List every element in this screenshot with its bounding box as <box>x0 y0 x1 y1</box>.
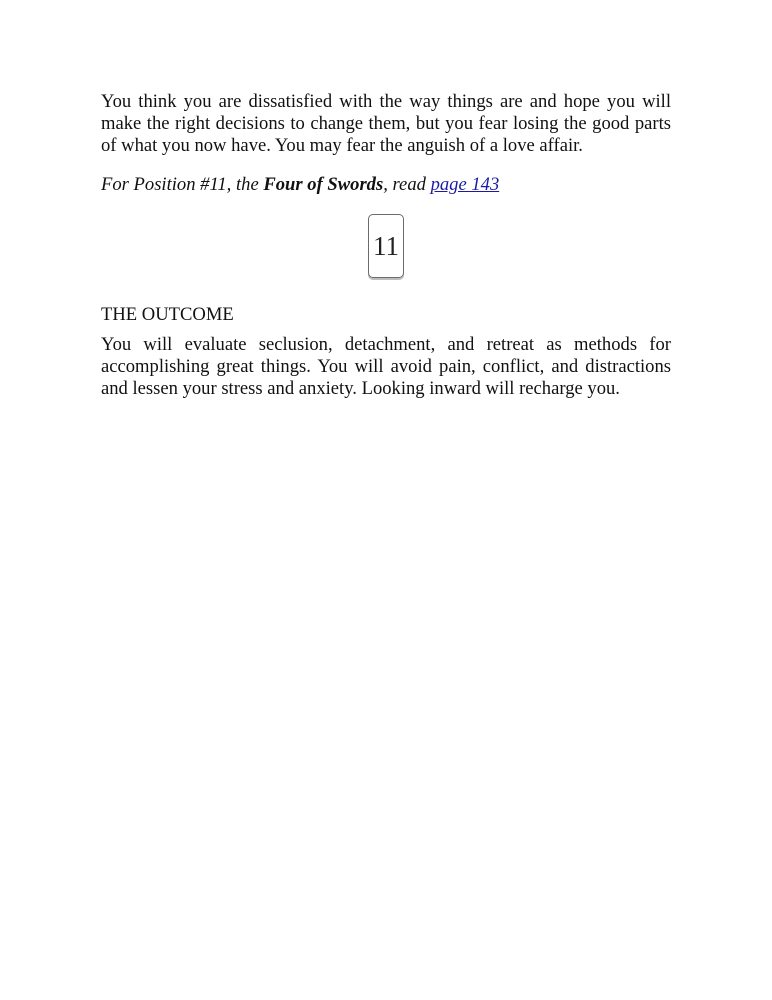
outcome-paragraph: You will evaluate seclusion, detachment, and retreat as methods for accomplishing great things. You will avoid pain, conflict, and distractions and lessen your stress and anxiety. Looking inward will recharge you. <box>101 334 671 399</box>
position-reference <box>101 174 671 196</box>
card-name: Four of Swords <box>263 174 384 195</box>
card-position-badge <box>368 214 404 278</box>
card-position-number: 11 <box>373 231 399 261</box>
page-link[interactable]: page 143 <box>430 174 500 195</box>
intro-paragraph: You think you are dissatisfied with the way things are and hope you will make the right decisions to change them, but you fear losing the good parts of what you now have. You may fear the anguish of a love affair. <box>101 91 671 156</box>
card-position-wrap <box>101 214 671 280</box>
reference-middle: , read <box>383 174 431 195</box>
page-content <box>101 91 671 400</box>
section-heading: THE OUTCOME <box>101 304 234 325</box>
reference-prefix: For Position #11, the <box>101 174 264 195</box>
